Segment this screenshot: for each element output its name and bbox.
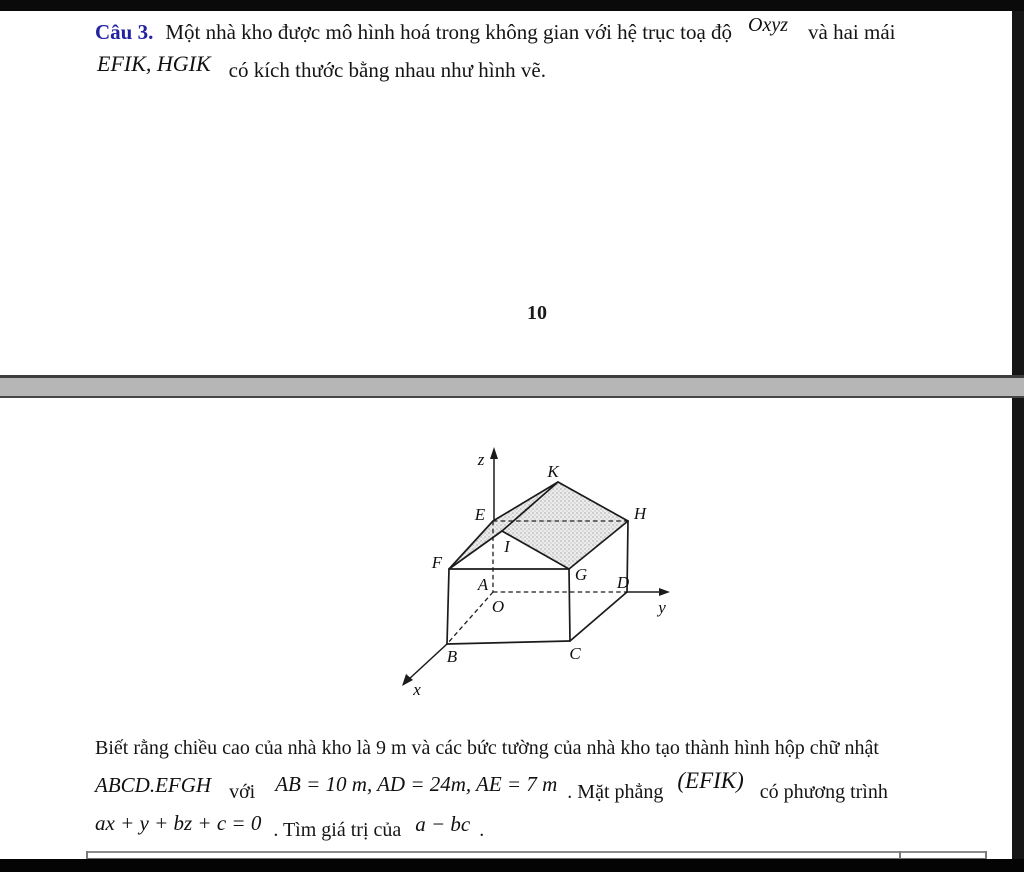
vertex-label-D: D (616, 573, 630, 592)
given-line-1: Biết rằng chiều cao của nhà kho là 9 m và các bức tường của nhà kho tạo thành hình hộp chữ nhật (95, 737, 879, 759)
math-equation: ax + y + bz + c = 0 (95, 811, 262, 835)
question-label: Câu 3. (95, 20, 154, 44)
axis-x-arrow (402, 674, 413, 686)
vertex-label-A: A (477, 575, 489, 594)
edge-FI (449, 531, 502, 569)
axis-label-z: z (477, 450, 485, 469)
edge-BC (447, 641, 570, 644)
axis-label-x: x (413, 680, 421, 699)
roof-face-hgik (502, 482, 628, 569)
bottom-black-bar (0, 859, 1024, 872)
edge-CD (570, 592, 627, 641)
right-black-bar (1012, 0, 1024, 872)
question-text-a: Một nhà kho được mô hình hoá trong không gian với hệ trục toạ độ (165, 20, 733, 44)
origin-label-O: O (491, 597, 505, 616)
text-plane: . Mặt phẳng (567, 781, 664, 803)
edge-BF (447, 569, 449, 644)
question-text-b: và hai mái (808, 20, 896, 44)
edge-EF (449, 521, 493, 569)
top-black-bar (0, 0, 1024, 11)
vertex-label-C: C (569, 644, 581, 663)
section-divider-band (0, 378, 1024, 396)
math-box-name: ABCD.EFGH (95, 773, 212, 797)
math-oxyz: Oxyz (748, 14, 789, 36)
vertex-label-I: I (504, 537, 510, 556)
edge-CG (569, 569, 570, 641)
vertex-label-H: H (633, 504, 647, 523)
question-text-c: có kích thước bằng nhau như hình vẽ. (228, 58, 546, 82)
text-equation-intro: có phương trình (759, 781, 888, 803)
text-find-value: . Tìm giá trị của (273, 819, 402, 841)
math-efik-hgik: EFIK, HGIK (97, 51, 211, 76)
question-line-1 (95, 14, 896, 45)
axis-y-arrow (659, 588, 670, 596)
vertex-label-B: B (446, 647, 458, 666)
math-plane-efik: (EFIK) (677, 768, 744, 793)
math-dimensions: AB = 10 m, AD = 24m, AE = 7 m (275, 772, 558, 796)
axis-x (408, 644, 447, 680)
section-divider-bottom-line (0, 396, 1024, 398)
given-line-2 (95, 768, 888, 804)
warehouse-figure (378, 438, 690, 708)
vertex-label-K: K (547, 462, 559, 481)
question-final-line (95, 811, 485, 842)
figure-labels (412, 450, 666, 699)
edge-AB (447, 592, 493, 644)
vertex-label-E: E (474, 505, 486, 524)
page-number: 10 (527, 302, 547, 324)
vertex-label-G: G (574, 565, 588, 584)
axis-z-arrow (490, 447, 498, 459)
text-period: . (479, 819, 485, 841)
axis-label-y: y (658, 598, 666, 617)
math-target: a − bc (415, 812, 471, 836)
vertex-label-F: F (431, 553, 443, 572)
text-with: với (229, 781, 256, 803)
question-line-2 (97, 51, 546, 83)
